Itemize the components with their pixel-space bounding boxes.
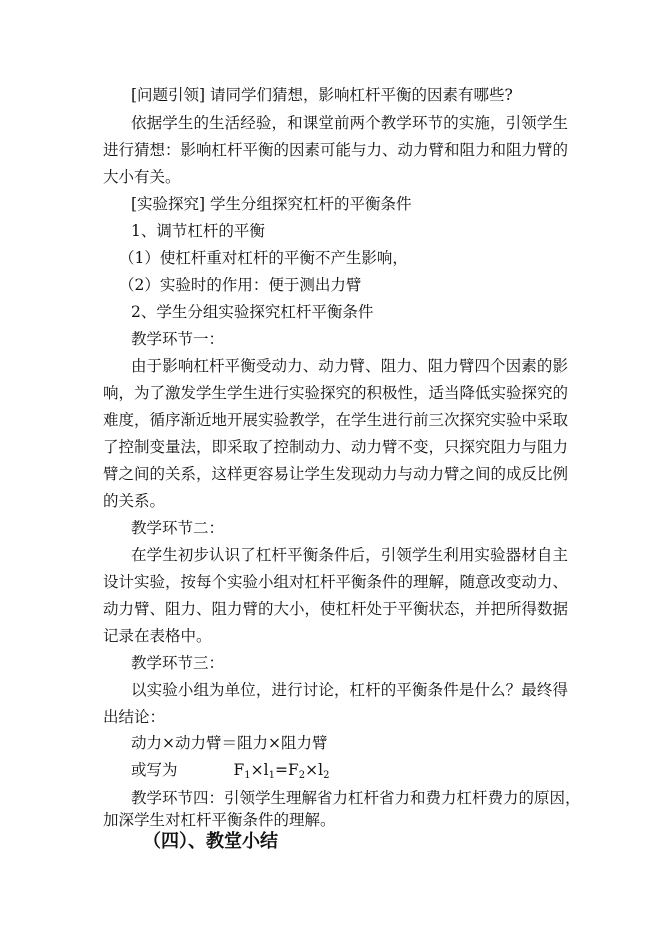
formula-prefix: 或写为: [131, 761, 178, 779]
formula-f1: F: [233, 761, 245, 779]
paragraph-line: [实验探究] 学生分组探究杠杆的平衡条件: [131, 195, 412, 213]
paragraph-line: 出结论：: [103, 708, 166, 726]
paragraph-line: 教学环节二：: [131, 519, 225, 537]
formula-sub: 1: [268, 770, 275, 781]
paragraph-line: 进行猜想：影响杠杆平衡的因素可能与力、动力臂和阻力和阻力臂的: [103, 141, 569, 159]
paragraph-line: 2、学生分组实验探究杠杆平衡条件: [131, 303, 374, 321]
paragraph-line: 1、调节杠杆的平衡: [131, 222, 265, 240]
paragraph-line: 记录在表格中。: [103, 627, 212, 645]
section-heading: （四）、教堂小结: [143, 831, 278, 852]
paragraph-line: 教学环节三：: [131, 654, 225, 672]
paragraph-line: 难度，循序渐近地开展实验教学，在学生进行前三次探究实验中采取: [103, 411, 569, 429]
paragraph-line: 教学环节四：引领学生理解省力杠杆省力和费力杠杆费力的原因，: [131, 789, 581, 807]
formula-sub: 1: [244, 770, 251, 781]
paragraph-line: 依据学生的生活经验，和课堂前两个教学环节的实施，引领学生: [131, 114, 568, 132]
paragraph-line: 由于影响杠杆平衡受动力、动力臂、阻力、阻力臂四个因素的影: [131, 357, 568, 375]
paragraph-line: 以实验小组为单位，进行讨论，杠杆的平衡条件是什么？最终得: [131, 681, 568, 699]
formula-equals-f: =F: [274, 761, 299, 779]
paragraph-line: 加深学生对杠杆平衡条件的理解。: [103, 811, 336, 829]
formula-times-l: ×l: [305, 761, 324, 779]
formula-words: 动力×动力臂＝阻力×阻力臂: [131, 734, 328, 752]
paragraph-line: 响，为了激发学生学生进行实验探究的积极性，适当降低实验探究的: [103, 384, 569, 402]
paragraph-line: 大小有关。: [103, 168, 181, 186]
paragraph-line: （1）使杠杆重对杠杆的平衡不产生影响，: [119, 249, 408, 267]
paragraph-line: 教学环节一：: [131, 330, 225, 348]
formula-times-l: ×l: [250, 761, 269, 779]
paragraph-line: 的关系。: [103, 492, 166, 510]
paragraph-line: [问题引领] 请同学们猜想，影响杠杆平衡的因素有哪些?: [131, 86, 513, 104]
paragraph-line: 臂之间的关系，这样更容易让学生发现动力与动力臂之间的成反比例: [103, 465, 569, 483]
formula-symbolic: [131, 760, 568, 786]
paragraph-line: 了控制变量法，即采取了控制动力、动力臂不变，只探究阻力与阻力: [103, 438, 569, 456]
formula-sub: 2: [323, 770, 330, 781]
paragraph-line: 动力臂、阻力、阻力臂的大小，使杠杆处于平衡状态，并把所得数据: [103, 600, 569, 618]
formula-sub: 2: [298, 770, 306, 781]
paragraph-line: （2）实验时的作用：便于测出力臂: [119, 276, 362, 294]
paragraph-line: 在学生初步认识了杠杆平衡条件后，引领学生利用实验器材自主: [131, 546, 568, 564]
paragraph-line: 设计实验，按每个实验小组对杠杆平衡条件的理解，随意改变动力、: [103, 573, 569, 591]
